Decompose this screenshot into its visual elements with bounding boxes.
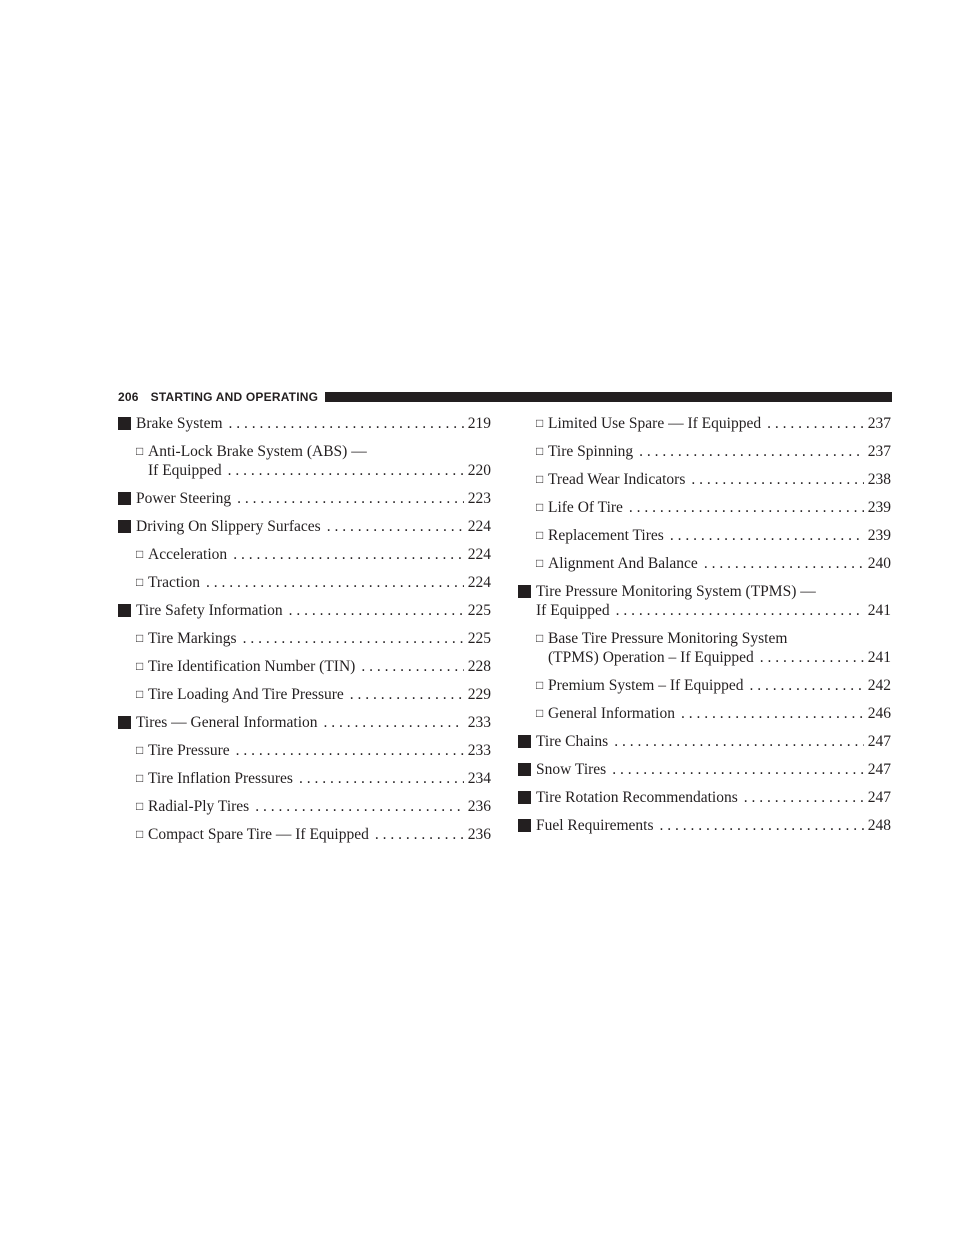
toc-entry[interactable] [118,685,491,704]
toc-entry-line [148,657,491,676]
toc-entry[interactable] [518,526,891,545]
hollow-square-icon: □ [136,771,144,785]
dot-leader [749,676,863,695]
toc-entry-title: Tire Inflation Pressures [148,770,293,787]
toc-entry-line [548,676,891,695]
toc-entry-line [548,554,891,573]
toc-entry-title: Tire Chains [536,733,609,750]
toc-entry-line [148,825,491,844]
toc-page-number[interactable]: 229 [467,686,491,703]
toc-entry-title: Acceleration [148,546,228,563]
dot-leader [233,545,464,564]
toc-entry-title: Fuel Requirements [536,817,654,834]
toc-entry-line [536,760,891,779]
toc-entry-line [548,648,891,667]
dot-leader [327,517,464,536]
toc-entry-line [148,685,491,704]
dot-leader [228,461,464,480]
toc-entry[interactable] [118,629,491,648]
toc-page-number[interactable]: 237 [867,415,891,432]
hollow-square-icon: □ [136,659,144,673]
toc-page-number[interactable]: 224 [467,574,491,591]
dot-leader [767,414,864,433]
filled-square-icon [118,604,131,617]
toc-entry[interactable] [518,414,891,433]
toc-page-number[interactable]: 223 [467,490,491,507]
filled-square-icon [118,417,131,430]
hollow-square-icon: □ [136,799,144,813]
dot-leader [681,704,864,723]
toc-page-number[interactable]: 237 [867,443,891,460]
toc-entry-line [548,470,891,489]
toc-entry[interactable] [118,545,491,564]
header-rule [325,392,892,402]
toc-entry[interactable] [118,741,491,760]
toc-entry-line [548,442,891,461]
toc-entry-title: Snow Tires [536,761,607,778]
dot-leader [206,573,464,592]
toc-entry-line [136,601,491,620]
toc-entry[interactable] [518,498,891,517]
dot-leader [704,554,864,573]
dot-leader [237,489,464,508]
hollow-square-icon: □ [536,678,544,692]
toc-entry-title: Tire Loading And Tire Pressure [148,686,344,703]
filled-square-icon [518,735,531,748]
dot-leader [616,601,864,620]
toc-page-number[interactable]: 241 [867,649,891,666]
toc-entry-line [148,741,491,760]
dot-leader [760,648,864,667]
toc-entry-title: Tread Wear Indicators [548,471,686,488]
toc-entry-line [548,629,891,648]
dot-leader [324,713,464,732]
toc-page-number[interactable]: 233 [467,714,491,731]
toc-entry[interactable] [518,554,891,573]
toc-entry-title: If Equipped [536,602,610,619]
toc-entry-line [548,498,891,517]
toc-page-number[interactable]: 228 [467,658,491,675]
toc-entry-line [148,797,491,816]
toc-entry-title: Premium System – If Equipped [548,677,744,694]
toc-entry-line [136,414,491,433]
hollow-square-icon: □ [136,547,144,561]
hollow-square-icon: □ [536,444,544,458]
toc-entry-line [548,704,891,723]
toc-entry-title: Alignment And Balance [548,555,698,572]
toc-entry[interactable] [118,414,491,433]
dot-leader [255,797,464,816]
toc-page-number[interactable]: 241 [867,602,891,619]
toc-page-number[interactable]: 242 [867,677,891,694]
toc-page-number[interactable]: 219 [467,415,491,432]
dot-leader [691,470,863,489]
toc-entry-line [548,414,891,433]
filled-square-icon [118,492,131,505]
toc-page-number[interactable]: 238 [867,471,891,488]
toc-entry[interactable] [118,517,491,536]
dot-leader [614,732,864,751]
toc-entry[interactable] [118,797,491,816]
hollow-square-icon: □ [136,575,144,589]
hollow-square-icon: □ [536,416,544,430]
toc-entry-line [148,461,491,480]
dot-leader [629,498,864,517]
dot-leader [236,741,464,760]
hollow-square-icon: □ [136,444,144,458]
toc-entry-line [148,629,491,648]
toc-entry-title: If Equipped [148,462,222,479]
dot-leader [243,629,464,648]
toc-page-number[interactable]: 225 [467,602,491,619]
toc-entry-line [136,713,491,732]
toc-entry-title: Brake System [136,415,223,432]
filled-square-icon [518,791,531,804]
toc-entry-line [536,732,891,751]
dot-leader [361,657,463,676]
toc-page-number[interactable]: 236 [467,826,491,843]
toc-entry[interactable] [518,816,891,835]
page-header [118,389,892,405]
hollow-square-icon: □ [136,687,144,701]
dot-leader [670,526,864,545]
toc-entry-line [536,788,891,807]
toc-page-number[interactable]: 239 [867,499,891,516]
dot-leader [350,685,464,704]
toc-entry[interactable] [118,657,491,676]
filled-square-icon [118,520,131,533]
dot-leader [612,760,864,779]
toc-page-number[interactable]: 246 [867,705,891,722]
toc-column-right [518,414,891,844]
toc-page-number[interactable]: 220 [467,462,491,479]
toc-column-left [118,414,491,853]
toc-entry[interactable] [118,442,491,480]
toc-entry-title: Power Steering [136,490,232,507]
toc-entry-title: General Information [548,705,675,722]
toc-page-number[interactable]: 224 [467,518,491,535]
toc-entry-line [536,816,891,835]
toc-entry-line [136,517,491,536]
toc-entry[interactable] [118,573,491,592]
toc-entry-title: Limited Use Spare — If Equipped [548,415,762,432]
hollow-square-icon: □ [136,631,144,645]
toc-page-number[interactable]: 234 [467,770,491,787]
hollow-square-icon: □ [136,827,144,841]
toc-entry-title: Radial-Ply Tires [148,798,250,815]
toc-entry[interactable] [118,489,491,508]
toc-entry-title: Tire Rotation Recommendations [536,789,738,806]
toc-entry-title: Tire Identification Number (TIN) [148,658,356,675]
toc-page-number[interactable]: 233 [467,742,491,759]
hollow-square-icon: □ [536,500,544,514]
toc-entry-line [148,545,491,564]
toc-page-number[interactable]: 247 [867,789,891,806]
toc-entry[interactable] [118,601,491,620]
hollow-square-icon: □ [536,556,544,570]
hollow-square-icon: □ [536,472,544,486]
toc-entry-line [536,601,891,620]
toc-entry-line [148,769,491,788]
dot-leader [299,769,464,788]
toc-entry[interactable] [118,713,491,732]
toc-page-number[interactable]: 225 [467,630,491,647]
dot-leader [375,825,464,844]
hollow-square-icon: □ [536,706,544,720]
toc-entry-title: Tire Pressure Monitoring System (TPMS) — [536,583,816,600]
toc-entry-title: Anti-Lock Brake System (ABS) — [148,443,367,460]
toc-page-number[interactable]: 240 [867,555,891,572]
toc-page-number[interactable]: 247 [867,761,891,778]
toc-entry[interactable] [518,582,891,620]
hollow-square-icon: □ [536,631,544,645]
toc-entry[interactable] [118,825,491,844]
toc-entry-title: Traction [148,574,200,591]
toc-entry-title: Compact Spare Tire — If Equipped [148,826,369,843]
toc-entry-title: Replacement Tires [548,527,664,544]
filled-square-icon [118,716,131,729]
toc-page-number[interactable]: 247 [867,733,891,750]
toc-page-number[interactable]: 224 [467,546,491,563]
toc-entry[interactable] [518,470,891,489]
toc-entry-line [536,582,891,601]
toc-page-number[interactable]: 236 [467,798,491,815]
toc-entry[interactable] [518,704,891,723]
toc-entry-title: (TPMS) Operation – If Equipped [548,649,754,666]
hollow-square-icon: □ [136,743,144,757]
toc-entry-title: Driving On Slippery Surfaces [136,518,321,535]
dot-leader [229,414,464,433]
toc-entry-line [148,442,491,461]
dot-leader [639,442,864,461]
toc-entry-line [148,573,491,592]
section-title: STARTING AND OPERATING [150,390,319,404]
toc-entry[interactable] [118,769,491,788]
dot-leader [289,601,464,620]
toc-entry[interactable] [518,676,891,695]
dot-leader [660,816,864,835]
toc-page-number[interactable]: 248 [867,817,891,834]
toc-entry-title: Tire Spinning [548,443,634,460]
toc-entry[interactable] [518,788,891,807]
filled-square-icon [518,585,531,598]
toc-entry-line [548,526,891,545]
toc-entry[interactable] [518,442,891,461]
toc-entry[interactable] [518,629,891,667]
toc-page-number[interactable]: 239 [867,527,891,544]
filled-square-icon [518,763,531,776]
toc-entry-title: Tire Pressure [148,742,230,759]
hollow-square-icon: □ [536,528,544,542]
toc-entry[interactable] [518,732,891,751]
toc-entry-line [136,489,491,508]
page-number: 206 [118,390,139,404]
toc-entry[interactable] [518,760,891,779]
filled-square-icon [518,819,531,832]
toc-entry-title: Tires — General Information [136,714,318,731]
toc-entry-title: Tire Safety Information [136,602,283,619]
toc-entry-title: Base Tire Pressure Monitoring System [548,630,788,647]
toc-entry-title: Life Of Tire [548,499,623,516]
toc-entry-title: Tire Markings [148,630,237,647]
dot-leader [744,788,864,807]
